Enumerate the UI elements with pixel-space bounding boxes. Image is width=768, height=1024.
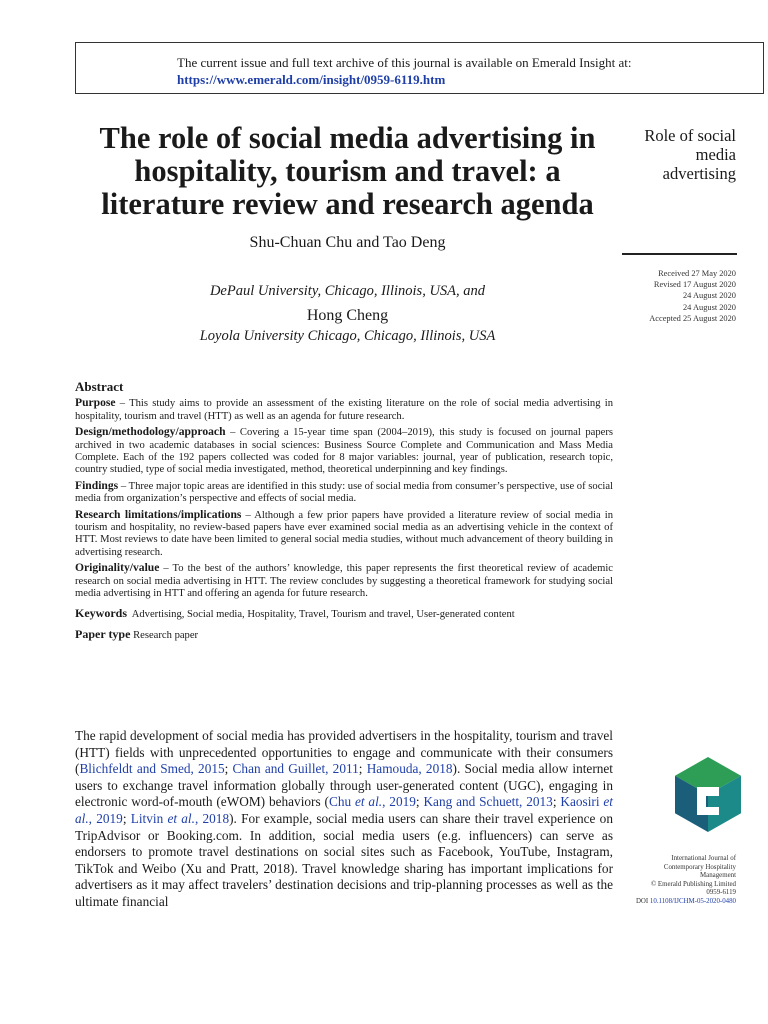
author-group-2: Hong Cheng — [306, 307, 389, 324]
keywords: Keywords Advertising, Social media, Hospitality, Travel, Tourism and travel, User-generated content — [75, 605, 515, 620]
revised-date: 24 August 2020 — [682, 302, 736, 312]
abstract-findings: Findings – Three major topic areas are identified in this study: use of social media from consumer’s perspective, use of social media from organization’s perspective and effects of social media. — [75, 478, 613, 505]
article-title: The role of social media advertising in hospitality, tourism and travel: a literature review and research agenda — [99, 121, 596, 221]
archive-url-link[interactable]: https://www.emerald.com/insight/0959-6119.htm — [177, 72, 446, 87]
introduction-paragraph: The rapid development of social media has provided advertisers in the hospitality, tourism and travel (HTT) fields with unprecedented opportunities to engage and communicate with their consumers (Blichfeldt and Smed, 2015; Chan and Guillet, 2011; Hamouda, 2018). Social media allow internet users to exchange travel information globally through user-generated content (UGC), engaging in electronic word-of-mouth (eWOM) behaviors (Chu et al., 2019; Kang and Schuett, 2013; Kaosiri et al., 2019; Litvin et al., 2018). For example, social media users can share their travel experience on TripAdvisor or Booking.com. In addition, social media users (e.g. influencers) can serve as endorsers to promote travel destinations on social sites such as Facebook, YouTube, Instagram, TikTok and Weibo (Xu and Pratt, 2018). Travel knowledge sharing has important implications for advertisers as it may affect travelers’ destination decisions and trip-planning processes as well as the ultimate financial — [75, 728, 614, 909]
received-date: Received 27 May 2020 — [658, 269, 736, 278]
citation-link[interactable]: Litvin et al., 2018 — [130, 810, 230, 826]
archive-notice-box — [75, 42, 764, 94]
archive-notice-text: The current issue and full text archive of this journal is available on Emerald Insight at: — [177, 55, 632, 70]
citation-link[interactable]: Blichfeldt and Smed, 2015 — [79, 761, 225, 777]
abstract-design: Design/methodology/approach – Covering a 15-year time span (2004–2019), this study is focused on journal papers archived in two academic databases in social sciences: Business Source Complete and Communication and Mass Media Complete. Each of the 192 papers collected was coded for 8 major variables: journal, year of publication, research topic, country studied, type of social media investigated, method, theoretical underpinning and key findings. — [75, 425, 613, 476]
journal-info: International Journal of Contemporary Hospitality Management © Emerald Publishing Limited 0959-6119 DOI 10.1108/IJCHM-05-2020-0480 — [586, 855, 736, 907]
affiliation-2: Loyola University Chicago, Chicago, Illinois, USA — [199, 328, 496, 344]
abstract-limitations: Research limitations/implications – Although a few prior papers have provided a literature review of social media in tourism and hospitality, no review-based papers have ever examined social media as an advertising vehicle in the context of HTT. Most reviews to date have been limited to general social media studies, without much advancement of theory building in advertising research. — [75, 507, 613, 558]
citation-link[interactable]: Kang and Schuett, 2013 — [423, 794, 553, 810]
citation-link[interactable]: Hamouda, 2018 — [366, 761, 453, 777]
abstract-heading: Abstract — [75, 379, 124, 394]
doi-line: DOI 10.1108/IJCHM-05-2020-0480 — [635, 897, 736, 905]
author-group-1: Shu-Chuan Chu and Tao Deng — [249, 234, 446, 251]
citation-link[interactable]: Chan and Guillet, 2011 — [232, 761, 359, 777]
doi-link[interactable]: 10.1108/IJCHM-05-2020-0480 — [649, 897, 736, 905]
accepted-date: Accepted 25 August 2020 — [649, 313, 736, 323]
paper-type: Paper type Research paper — [75, 626, 199, 641]
abstract-originality: Originality/value – To the best of the authors’ knowledge, this paper represents the first theoretical review of academic research on social media advertising in HTT. The review concludes by suggesting a theoretical framework for studying social media advertising in HTT and offering an agenda for future research. — [75, 561, 613, 600]
affiliation-1: DePaul University, Chicago, Illinois, USA, and — [209, 283, 486, 299]
abstract — [75, 381, 613, 645]
abstract-purpose: Purpose – This study aims to provide an assessment of the existing literature on the role of social media advertising in hospitality, tourism and travel (HTT) as well as an agenda for future research. — [75, 396, 613, 422]
citation-link[interactable]: Kaosiri et al., 2019 — [75, 794, 614, 826]
revised-date: 24 August 2020 — [682, 291, 736, 301]
citation-link[interactable]: Chu et al., 2019 — [328, 794, 416, 810]
revised-date: Revised 17 August 2020 — [653, 280, 736, 290]
article-history-dates — [586, 268, 736, 324]
sidebar-divider — [622, 253, 737, 255]
journal-logo-icon — [675, 757, 741, 832]
running-title: Role of social media advertising — [644, 126, 736, 183]
